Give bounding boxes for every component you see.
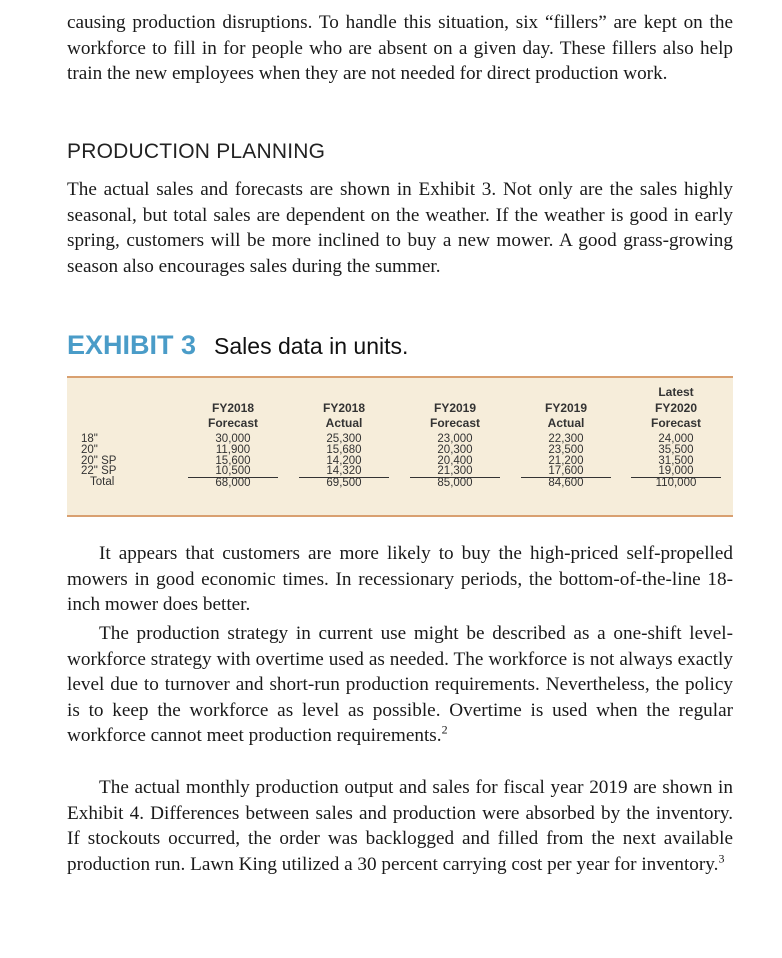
table-cell: 31,500 [658,454,694,467]
row-label: 20" [81,443,98,456]
row-label: 22" SP [81,465,117,478]
customers-paragraph: It appears that customers are more likely to buy the high-priced self-propelled mowers in good economic times. In recessionary periods, the bottom-of-the-line 18-inch mower does better. [67,543,733,616]
table-cell: 17,600 [548,465,584,478]
section-heading: PRODUCTION PLANNING [67,140,326,163]
header-line: FY2018 [322,400,366,415]
exhibit-caption: Sales data in units. [214,333,409,359]
header-line: Latest [658,385,694,399]
header-line: FY2019 [433,400,477,415]
table-column [188,434,278,489]
header-line [410,385,500,401]
intro-paragraph: causing production disruptions. To handle this situation, six “fillers” are kept on the workforce to fill in for people who are absent on a given day. These fillers also help train the new employees when they are not needed for direct production work. [67,12,733,85]
planning-paragraph: The actual sales and forecasts are shown in Exhibit 3. Not only are the sales highly seasonal, but total sales are dependent on the weather. If the weather is good in early spring, customers will be more inclined to buy a new mower. A good grass-growing season also encourages sales during the summer. [67,179,733,277]
header-line: Actual [325,416,363,430]
row-label-total: Total [90,476,115,489]
header-line [299,385,389,401]
exhibit-title [67,330,408,361]
column-header [299,385,389,432]
header-line: Forecast [207,416,259,430]
header-line: Forecast [650,416,702,430]
table-cell: 20,400 [437,454,473,467]
table-column [521,434,611,489]
table-cell: 24,000 [658,433,694,445]
table-cell: 21,200 [548,454,584,467]
header-line: Actual [547,416,585,430]
table-cell: 30,000 [215,433,251,445]
header-line: Forecast [429,416,481,430]
header-line [188,385,278,401]
row-label: 18" [81,433,98,445]
table-cell: 21,300 [437,465,473,478]
table-cell-total: 68,000 [188,477,278,489]
table-column [410,434,500,489]
strategy-text: The production strategy in current use might be described as a one-shift level-workforce strategy with overtime used as needed. The workforce is not always exactly level due to turnover and short-run production requirements. Nevertheless, the policy is to keep the workforce as level as possible. Overtime is used when the regular workforce cannot meet production requirements. [67,623,733,747]
table-cell: 15,600 [215,454,251,467]
table-cell: 23,500 [548,443,584,456]
table-cell-total: 110,000 [631,477,721,489]
sales-table [67,376,733,517]
footnote-marker: 3 [718,851,725,866]
table-cell-total: 85,000 [410,477,500,489]
column-header [631,385,721,432]
table-cell: 14,200 [326,454,362,467]
table-cell: 23,000 [437,433,473,445]
table-column [631,434,721,489]
exhibit-label: EXHIBIT 3 [67,330,197,360]
table-cell: 11,900 [215,443,251,456]
table-cell: 25,300 [326,433,362,445]
strategy-paragraph [67,621,733,749]
header-line: FY2020 [654,400,698,415]
table-cell: 14,320 [326,465,362,478]
output-paragraph [67,775,733,877]
table-cell-total: 69,500 [299,477,389,489]
table-cell: 35,500 [658,443,694,456]
footnote-marker: 2 [441,722,448,737]
table-cell: 22,300 [548,433,584,445]
header-line: FY2018 [211,400,255,415]
column-header [521,385,611,432]
output-text: The actual monthly production output and sales for fiscal year 2019 are shown in Exhibit 4. Differences between sales and production were absorbed by the inventory. If stockouts occurred, the order was backlogged and filled from the next available production run. Lawn King utilized a 30 percent carrying cost per year for inventory. [67,777,733,875]
header-line: FY2019 [544,400,588,415]
column-header [188,385,278,432]
table-cell: 20,300 [437,443,473,456]
table-cell-total: 84,600 [521,477,611,489]
table-cell: 15,680 [326,443,362,456]
row-label: 20" SP [81,454,117,467]
table-cell: 10,500 [215,465,251,478]
table-cell: 19,000 [658,465,694,478]
table-column [299,434,389,489]
row-labels [81,434,116,488]
column-header [410,385,500,432]
header-line [521,385,611,401]
